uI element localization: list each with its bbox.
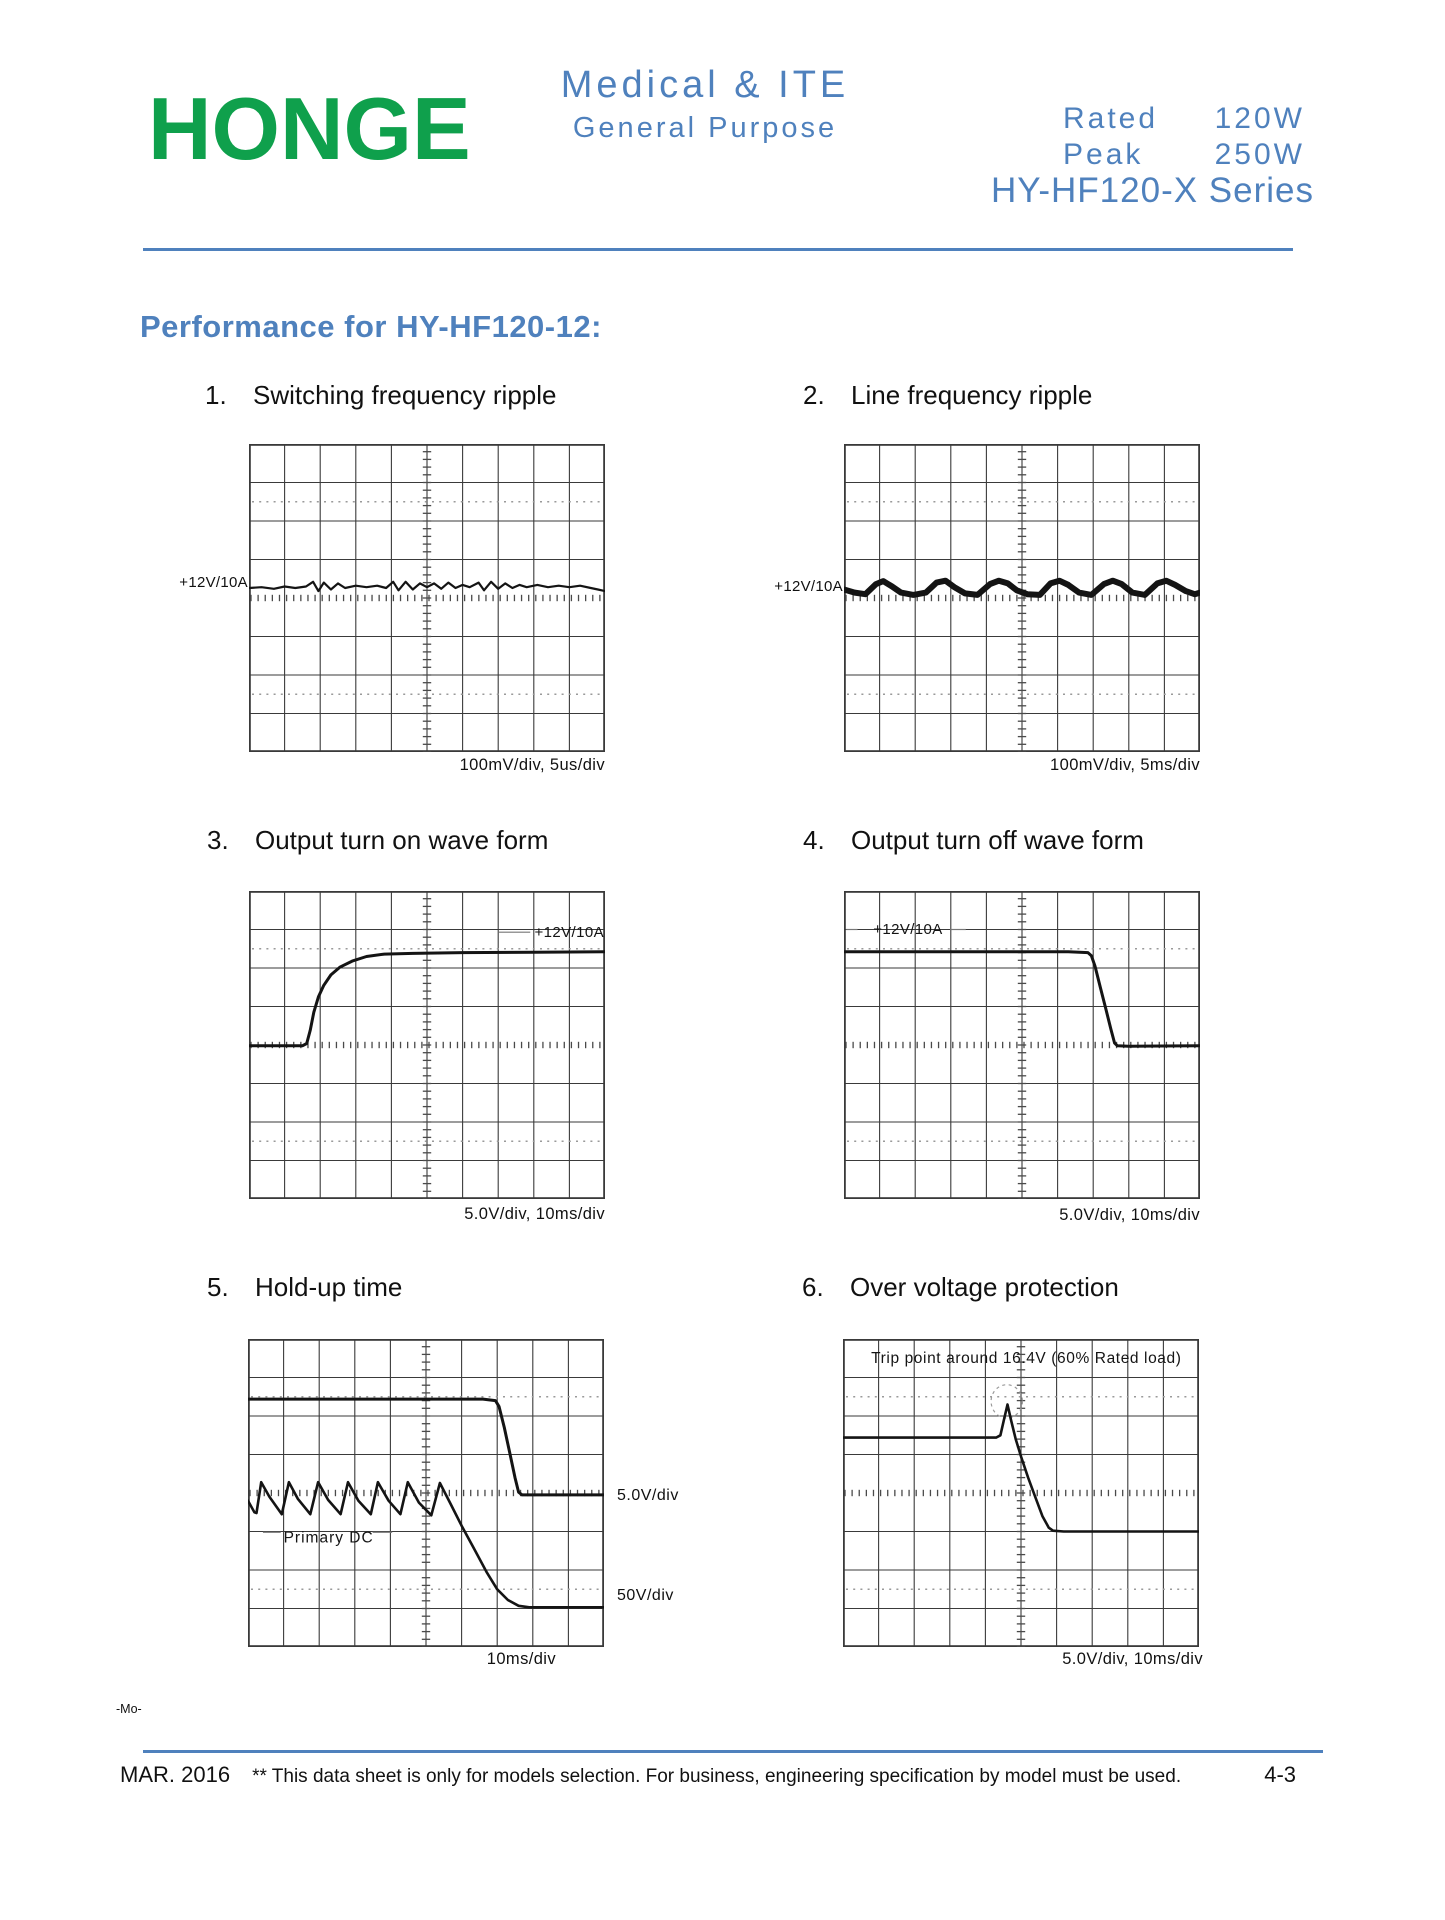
oscilloscope-plot-turn-off bbox=[844, 891, 1200, 1199]
honge-logo: HONGE bbox=[148, 79, 471, 178]
plot-3-caption: 5.0V/div, 10ms/div bbox=[464, 1205, 605, 1223]
svg-text:+12V/10A: +12V/10A bbox=[873, 921, 943, 939]
plot-4-title bbox=[803, 826, 1144, 855]
plot-5-number: 5. bbox=[207, 1272, 229, 1302]
series-name: HY-HF120-X Series bbox=[990, 171, 1315, 210]
plot-4-caption: 5.0V/div, 10ms/div bbox=[1059, 1206, 1200, 1224]
plot-5-title-text: Hold-up time bbox=[255, 1272, 403, 1302]
purpose-subtitle: General Purpose bbox=[572, 112, 838, 144]
market-title: Medical & ITE bbox=[560, 64, 850, 106]
plot-1-number: 1. bbox=[205, 380, 227, 410]
plot-6-title-text: Over voltage protection bbox=[850, 1272, 1119, 1302]
plot-2-channel-label: +12V/10A bbox=[774, 578, 843, 595]
rated-value: 120W bbox=[1214, 102, 1305, 135]
peak-value: 250W bbox=[1214, 138, 1305, 171]
plot-4-number: 4. bbox=[803, 825, 825, 855]
spec-row-rated bbox=[1063, 104, 1305, 134]
plot-5-caption: 10ms/div bbox=[486, 1650, 556, 1668]
oscilloscope-plot-switching-ripple bbox=[249, 444, 605, 752]
header-divider bbox=[143, 248, 1293, 251]
plot-6-title bbox=[802, 1273, 1119, 1302]
plot-2-caption: 100mV/div, 5ms/div bbox=[1050, 756, 1200, 774]
plot-6-number: 6. bbox=[802, 1272, 824, 1302]
svg-text:Trip point around 16.4V (60%: Trip point around 16.4V (60% Rated load) bbox=[871, 1349, 1182, 1367]
plot-2-title bbox=[803, 381, 1092, 410]
footer-date: MAR. 2016 bbox=[120, 1762, 231, 1787]
oscilloscope-plot-turn-on bbox=[249, 891, 605, 1199]
footer bbox=[120, 1762, 1296, 1788]
plot-2-number: 2. bbox=[803, 380, 825, 410]
plot-5-scale-label-primary: 50V/div bbox=[617, 1587, 674, 1604]
svg-text:Primary DC: Primary DC bbox=[283, 1529, 374, 1547]
rated-label: Rated bbox=[1063, 102, 1159, 135]
section-heading: Performance for HY-HF120-12: bbox=[140, 309, 602, 344]
plot-4-title-text: Output turn off wave form bbox=[851, 825, 1144, 855]
svg-text:+12V/10A: +12V/10A bbox=[534, 924, 605, 942]
plot-5-scale-label-output: 5.0V/div bbox=[617, 1487, 679, 1504]
oscilloscope-plot-ovp bbox=[843, 1339, 1199, 1647]
plot-1-title bbox=[205, 381, 557, 410]
plot-1-channel-label: +12V/10A bbox=[179, 574, 248, 591]
peak-label: Peak bbox=[1063, 138, 1144, 171]
plot-3-title bbox=[207, 826, 548, 855]
spec-row-peak bbox=[1063, 140, 1305, 170]
oscilloscope-plot-line-ripple bbox=[844, 444, 1200, 752]
footer-page-number: 4-3 bbox=[1264, 1762, 1296, 1787]
plot-1-title-text: Switching frequency ripple bbox=[253, 380, 557, 410]
footer-mo-mark: -Mo- bbox=[116, 1702, 142, 1716]
oscilloscope-plot-holdup bbox=[248, 1339, 604, 1647]
plot-1-caption: 100mV/div, 5us/div bbox=[459, 756, 605, 774]
footer-divider bbox=[143, 1750, 1323, 1753]
plot-3-number: 3. bbox=[207, 825, 229, 855]
plot-2-title-text: Line frequency ripple bbox=[851, 380, 1093, 410]
plot-6-caption: 5.0V/div, 10ms/div bbox=[1062, 1650, 1203, 1668]
header-center bbox=[450, 66, 960, 143]
plot-3-title-text: Output turn on wave form bbox=[255, 825, 549, 855]
power-specs bbox=[1063, 104, 1305, 170]
plot-5-title bbox=[207, 1273, 402, 1302]
footer-note: ** This data sheet is only for models selection. For business, engineering specification by model must be used. bbox=[252, 1766, 1182, 1787]
